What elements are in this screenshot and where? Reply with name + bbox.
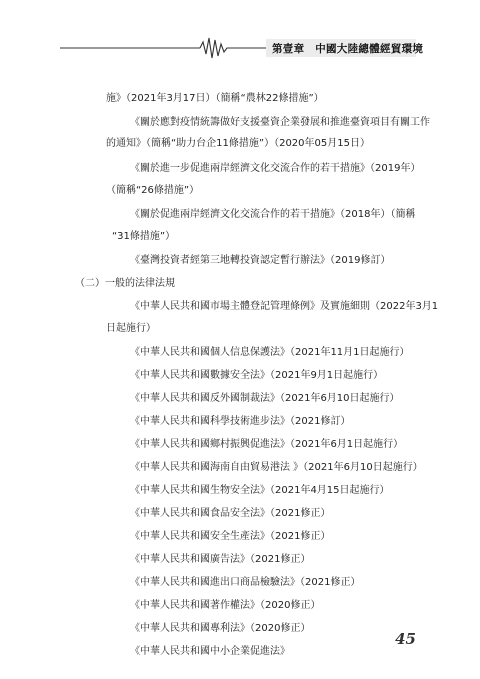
law-item: 《中華人民共和國食品安全法》（2021修正） (130, 508, 331, 519)
chapter-title: 第壹章 中國大陸總體經貿環境 (272, 43, 424, 55)
law-item: 《中華人民共和國專利法》（2020修正） (130, 623, 311, 634)
law-item: 《中華人民共和國廣告法》（2021修正） (130, 554, 311, 565)
law-item: 《中華人民共和國生物安全法》（2021年4月15日起施行） (130, 485, 390, 496)
text-line: 《關於促進兩岸經濟文化交流合作的若干措施》（2018年）（簡稱 (130, 209, 416, 220)
section-heading: （二）一般的法律法規 (75, 278, 175, 289)
law-item: 《中華人民共和國數據安全法》（2021年9月1日起施行） (130, 370, 384, 381)
law-item: 《中華人民共和國著作權法》（2020修正） (130, 600, 321, 611)
text-line: 的通知》（簡稱“助力台企11條措施”）（2020年05月15日） (106, 138, 370, 149)
law-item: 《中華人民共和國反外國制裁法》（2021年6月10日起施行） (130, 393, 400, 404)
page-number: 45 (395, 630, 416, 648)
law-item: 《中華人民共和國安全生產法》（2021修正） (130, 531, 331, 542)
text-line: 《臺灣投資者經第三地轉投資認定暫行辦法》（2019修訂） (130, 255, 391, 266)
text-line: “31條措施”） (112, 231, 176, 242)
law-item: 《中華人民共和國海南自由貿易港法 》（2021年6月10日起施行） (130, 462, 423, 473)
law-item: 《中華人民共和國個人信息保護法》（2021年11月1日起施行） (130, 347, 410, 358)
law-item: 《中華人民共和國科學技術進步法》（2021修訂） (130, 416, 351, 427)
text-line: 日起施行） (106, 323, 156, 334)
text-line: 《關於進一步促進兩岸經濟文化交流合作的若干措施》（2019年） (130, 163, 421, 174)
law-item: 《中華人民共和國進出口商品檢驗法》（2021修正） (130, 577, 361, 588)
law-item: 《中華人民共和國鄉村振興促進法》（2021年6月1日起施行） (130, 439, 404, 450)
law-item: 《中華人民共和國中小企業促進法》 (130, 646, 290, 657)
page-header (0, 28, 480, 68)
text-line: 施》（2021年3月17日）（簡稱“農林22條措施”） (106, 93, 324, 104)
text-line: （簡稱“26條措施”） (106, 185, 200, 196)
text-line: 《關於應對疫情統籌做好支援臺資企業發展和推進臺資項目有關工作 (130, 117, 430, 128)
text-line: 《中華人民共和國市場主體登記管理條例》及實施細則（2022年3月1 (130, 301, 439, 312)
